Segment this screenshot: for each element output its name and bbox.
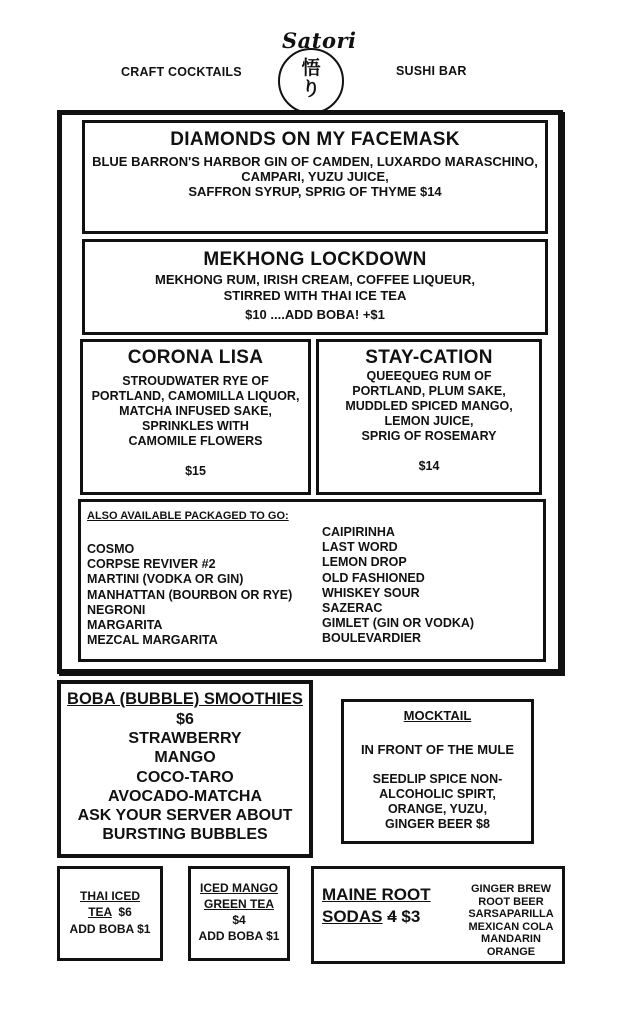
list-item: MEXICAN COLA: [468, 920, 554, 933]
list-item: BOULEVARDIER: [322, 631, 422, 646]
boba-flavor: AVOCADO-MATCHA: [107, 788, 263, 805]
logo-kanji-bottom: り: [301, 78, 321, 100]
cocktail-ingredients-line: MUDDLED SPICED MANGO,: [345, 399, 513, 413]
list-item: WHISKEY SOUR: [322, 585, 420, 600]
list-item: SAZERAC: [322, 601, 383, 616]
iced-mango-green-tea-card: [188, 866, 290, 961]
cocktail-ingredients-line: CAMPARI, YUZU JUICE,: [241, 169, 389, 184]
list-item: MANDARIN ORANGE: [481, 933, 541, 958]
mango-tea-name-cont: GREEN TEA: [203, 897, 274, 911]
list-item: MEZCAL MARGARITA: [87, 633, 218, 648]
cocktail-ingredients-line: LEMON JUICE,: [384, 414, 474, 428]
cocktail-title: MEKHONG LOCKDOWN: [203, 249, 427, 270]
list-item: MARTINI (VODKA OR GIN): [87, 572, 244, 587]
maine-root-sodas-label: SODAS: [322, 907, 383, 926]
thai-tea-price: $6: [111, 905, 132, 919]
list-item: OLD FASHIONED: [322, 570, 425, 585]
mocktail-ingredients-line: SEEDLIP SPICE NON-: [372, 772, 503, 786]
mocktail-card: [341, 699, 534, 844]
to-go-heading: ALSO AVAILABLE PACKAGED TO GO:: [87, 510, 289, 522]
list-item: COSMO: [87, 542, 135, 556]
list-item: SARSAPARILLA: [468, 908, 554, 921]
boba-price: $6: [176, 711, 194, 728]
list-item: CAIPIRINHA: [322, 525, 395, 539]
cocktail-ingredients-line: MATCHA INFUSED SAKE,: [119, 404, 272, 418]
cocktail-price: $14: [418, 459, 440, 473]
cocktail-ingredients-line: PORTLAND, CAMOMILLA LIQUOR,: [91, 389, 300, 403]
list-item: CORPSE REVIVER #2: [87, 557, 216, 572]
boba-card: [57, 680, 313, 858]
maine-root-price: $3: [401, 907, 421, 926]
cocktail-title: STAY-CATION: [365, 347, 493, 368]
cocktail-ingredients-line: BLUE BARRON'S HARBOR GIN OF CAMDEN, LUXARDO MARASCHINO,: [92, 154, 538, 169]
cocktail-card-diamonds: [82, 120, 548, 234]
cocktail-ingredients-price: SAFFRON SYRUP, SPRIG OF THYME $14: [188, 184, 442, 199]
maine-root-title: MAINE ROOT: [322, 885, 431, 904]
cocktail-title: DIAMONDS ON MY FACEMASK: [170, 129, 460, 150]
list-item: LAST WORD: [322, 540, 398, 555]
cocktail-price: $15: [185, 464, 206, 478]
maine-root-sodas-card: [311, 866, 565, 964]
thai-tea-name-cont: TEA: [88, 905, 112, 919]
list-item: NEGRONI: [87, 602, 146, 617]
list-item: MANHATTAN (BOURBON OR RYE): [87, 587, 293, 602]
logo-kanji-top: 悟: [301, 57, 321, 79]
mocktail-name: IN FRONT OF THE MULE: [360, 742, 515, 757]
list-item: LEMON DROP: [322, 555, 407, 570]
maine-root-old-price: 4: [387, 907, 397, 926]
cocktail-ingredients-line: SPRIG OF ROSEMARY: [361, 429, 497, 443]
list-item: GINGER BREW: [470, 883, 552, 895]
cocktail-title: CORONA LISA: [127, 347, 264, 368]
mocktail-ingredients-line: ORANGE, YUZU,: [387, 802, 488, 816]
cocktail-ingredients-line: PORTLAND, PLUM SAKE,: [352, 384, 506, 398]
thai-iced-tea-card: [57, 866, 163, 961]
header-right-label: SUSHI BAR: [396, 64, 467, 78]
cocktail-card-corona-lisa: [80, 339, 311, 495]
cocktail-ingredients-line: STROUDWATER RYE OF: [122, 374, 269, 388]
list-item: MARGARITA: [87, 618, 163, 633]
mango-tea-name: ICED MANGO: [200, 881, 278, 895]
list-item: ROOT BEER: [478, 895, 544, 908]
to-go-list-left: [87, 542, 292, 648]
thai-tea-size-price: [60, 905, 160, 919]
cocktail-card-stay-cation: [316, 339, 542, 495]
cocktail-price: $10 ....ADD BOBA! +$1: [245, 307, 385, 322]
mocktail-ingredients-line: ALCOHOLIC SPIRT,: [379, 787, 496, 801]
boba-title: BOBA (BUBBLE) SMOOTHIES: [67, 690, 303, 708]
boba-flavor: MANGO: [154, 749, 216, 766]
cocktail-ingredients-line: SPRINKLES WITH: [142, 419, 249, 433]
boba-flavor: STRAWBERRY: [128, 730, 242, 747]
logo: [276, 28, 357, 108]
logo-script: Satori: [282, 28, 357, 53]
list-item: GIMLET (GIN OR VODKA): [322, 616, 475, 631]
header-left-label: CRAFT COCKTAILS: [121, 65, 242, 79]
mango-tea-addon: ADD BOBA $1: [198, 929, 280, 943]
cocktail-ingredients-line: MEKHONG RUM, IRISH CREAM, COFFEE LIQUEUR,: [155, 272, 475, 287]
to-go-list-card: [78, 499, 546, 662]
cocktail-card-mekhong: [82, 239, 548, 335]
maine-root-flavors: [457, 883, 565, 959]
boba-note: BURSTING BUBBLES: [102, 826, 268, 843]
cocktail-ingredients-line: CAMOMILE FLOWERS: [128, 434, 263, 448]
boba-flavor: COCO-TARO: [136, 769, 234, 786]
mango-tea-price: $4: [232, 913, 246, 927]
cocktail-ingredients-line: STIRRED WITH THAI ICE TEA: [223, 288, 407, 303]
to-go-list-right: [322, 525, 474, 647]
cocktail-ingredients-line: QUEEQUEG RUM OF: [366, 369, 492, 383]
thai-tea-addon: ADD BOBA $1: [69, 922, 151, 936]
mocktail-heading: MOCKTAIL: [403, 708, 472, 723]
maine-root-price-line: [322, 907, 420, 927]
boba-note: ASK YOUR SERVER ABOUT: [77, 807, 293, 824]
thai-tea-name: THAI ICED: [80, 889, 140, 903]
mocktail-price: GINGER BEER $8: [385, 817, 490, 831]
